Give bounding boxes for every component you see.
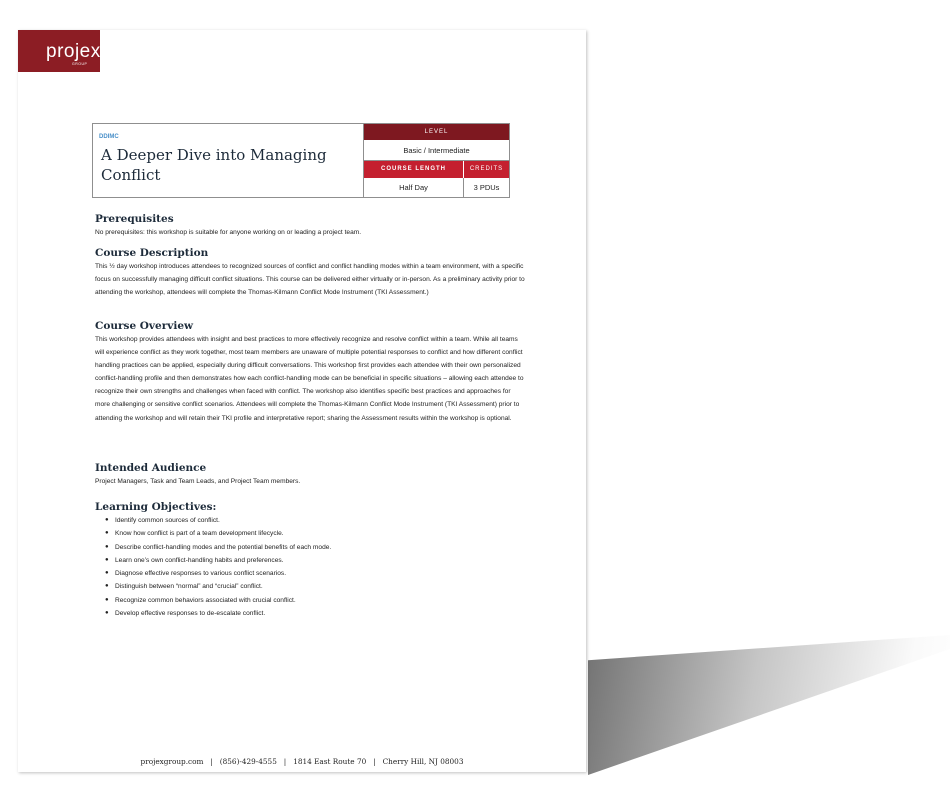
- course-code: DDIMC: [99, 134, 119, 140]
- prerequisites-section: [95, 212, 361, 239]
- description-heading: Course Description: [95, 247, 209, 259]
- bullet-icon: ●: [105, 517, 109, 523]
- list-item: ● Describe conflict-handling modes and the potential benefits of each mode.: [115, 541, 331, 554]
- list-item: ● Diagnose effective responses to various conflict scenarios.: [115, 567, 331, 580]
- bullet-icon: ●: [105, 543, 109, 550]
- course-length-label: COURSE LENGTH: [363, 161, 463, 178]
- objectives-list: [95, 514, 331, 620]
- course-title-cell: [93, 124, 363, 197]
- level-value: Basic / Intermediate: [363, 140, 509, 161]
- list-item: ● Identify common sources of conflict.: [115, 514, 331, 527]
- objectives-section: [95, 500, 331, 620]
- objectives-heading: Learning Objectives:: [95, 501, 217, 513]
- prerequisites-heading: Prerequisites: [95, 213, 174, 225]
- description-text: This ½ day workshop introduces attendees to recognized sources of conflict and conflict handling modes within a team environment, with a specific focus on successfully managing difficult conflict situations. This course can be delivered either virtually or in-person. As a preliminary activity prior to attending the workshop, attendees will complete the Thomas-Kilmann Conflict Mode Instrument (TKI Assessment.): [95, 263, 525, 297]
- page-footer: projexgroup.com | (856)-429-4555 | 1814 East Route 70 | Cherry Hill, NJ 08003: [140, 757, 464, 766]
- bullet-icon: ●: [105, 530, 109, 537]
- course-title: A Deeper Dive into Managing Conflict: [101, 146, 327, 184]
- overview-heading: Course Overview: [95, 320, 194, 332]
- bullet-icon: ●: [105, 610, 109, 617]
- bullet-icon: ●: [105, 583, 109, 590]
- overview-section: [95, 319, 525, 425]
- audience-heading: Intended Audience: [95, 462, 207, 474]
- logo-text: projex: [46, 41, 101, 62]
- course-length-value: Half Day: [363, 178, 463, 197]
- projex-logo: [18, 30, 100, 72]
- description-section: [95, 246, 525, 299]
- course-info-table: [92, 123, 510, 198]
- bullet-icon: ●: [105, 556, 109, 563]
- prerequisites-text: No prerequisites: this workshop is suitable for anyone working on or leading a project team.: [95, 229, 362, 236]
- list-item: ● Recognize common behaviors associated with crucial conflict.: [115, 594, 331, 607]
- bullet-icon: ●: [105, 570, 109, 577]
- logo-subtext: GROUP: [72, 62, 88, 66]
- level-label: LEVEL: [363, 124, 509, 140]
- overview-text: This workshop provides attendees with insight and best practices to more effectively recognize and resolve conflict within a team. While all teams will experience conflict as they work together, most team members are unaware of multiple potential responses to conflict and how different conflict handling practices can be applied, especially during difficult conversations. This workshop first provides each attendee with their own personalized conflict-handling profile and then demonstrates how each conflict-handling mode can be beneficial in specific situations – allowing each attendee to recognize their own strengths and challenges when faced with conflict. The workshop also identifies specific best practices and approaches for more challenging or sensitive conflict scenarios. Attendees will complete the Thomas-Kilmann Conflict Mode Instrument (TKI Assessment) prior to attending the workshop and will retain their TKI profile and interpretative report; sharing the Assessment results within the workshop is optional.: [95, 336, 524, 422]
- page-shadow: [588, 635, 950, 775]
- list-item: ● Distinguish between “normal” and “crucial” conflict.: [115, 580, 331, 593]
- audience-section: [95, 461, 300, 488]
- bullet-icon: ●: [105, 596, 109, 603]
- list-item: ● Learn one’s own conflict-handling habits and preferences.: [115, 554, 331, 567]
- credits-label: CREDITS: [463, 161, 509, 178]
- list-item: ● Know how conflict is part of a team development lifecycle.: [115, 527, 331, 540]
- list-item: ● Develop effective responses to de-escalate conflict.: [115, 607, 331, 620]
- audience-text: Project Managers, Task and Team Leads, and Project Team members.: [95, 478, 301, 485]
- credits-value: 3 PDUs: [463, 178, 509, 197]
- document-page: [18, 30, 586, 772]
